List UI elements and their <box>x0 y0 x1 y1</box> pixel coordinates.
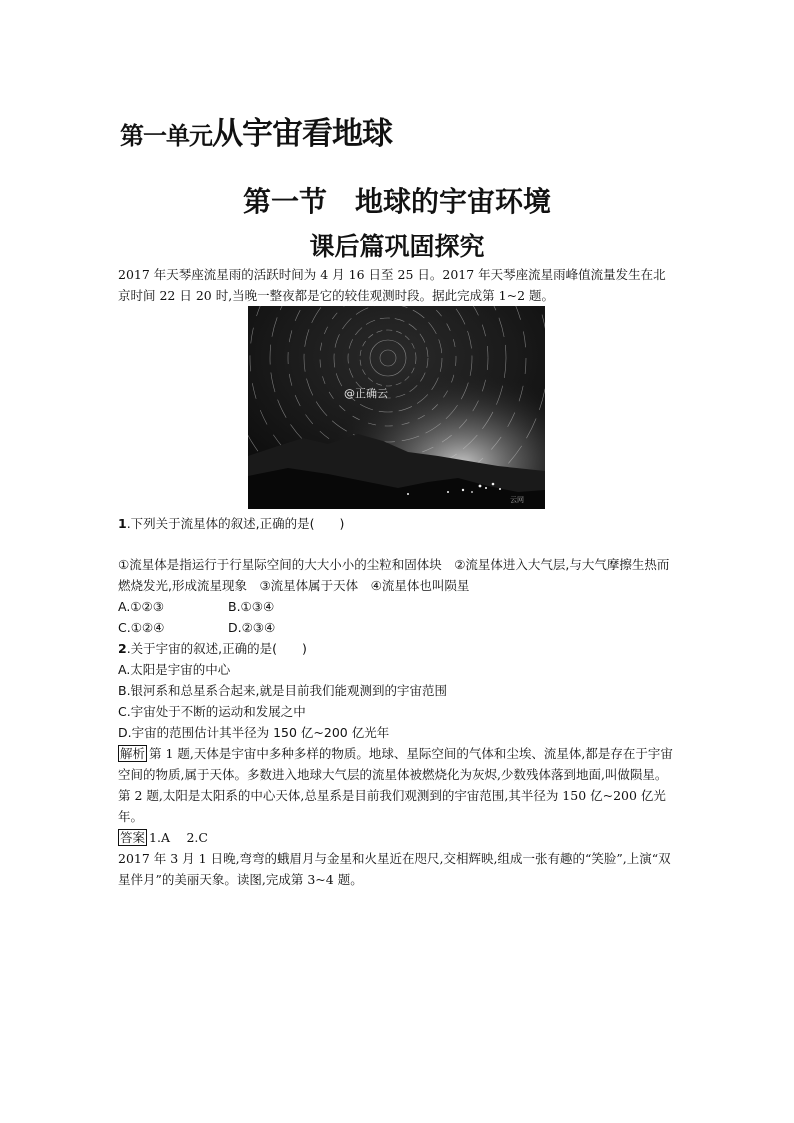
option-1d: D.②③④ <box>228 620 276 635</box>
option-1c: C.①②④ <box>118 620 165 635</box>
question-1-text: .下列关于流星体的叙述,正确的是( ) <box>126 516 345 531</box>
section-title: 第一节 地球的宇宙环境 <box>242 185 551 218</box>
option-1b: B.①③④ <box>228 599 275 614</box>
star-trail-photo <box>248 306 545 509</box>
question-2-text: .关于宇宙的叙述,正确的是( ) <box>126 641 307 656</box>
photo-watermark: @正确云 <box>344 387 388 400</box>
answer-block <box>118 827 673 848</box>
intro-paragraph-2: 2017 年 3 月 1 日晚,弯弯的蛾眉月与金星和火星近在咫尺,交相辉映,组成一张有趣的“笑脸”,上演“双星伴月”的美丽天象。读图,完成第 3~4 题。 <box>118 851 671 887</box>
question-2-number: 2 <box>118 641 127 656</box>
question-2-stem <box>118 638 673 659</box>
answer-text: 1.A 2.C <box>149 830 208 845</box>
question-1-stem <box>118 513 673 534</box>
option-2a: A.太阳是宇宙的中心 <box>118 662 231 677</box>
unit-name: 从宇宙看地球 <box>212 116 392 152</box>
option-2d: D.宇宙的范围估计其半径为 150 亿~200 亿光年 <box>118 725 390 740</box>
option-2c: C.宇宙处于不断的运动和发展之中 <box>118 704 306 719</box>
question-1-number: 1 <box>118 516 127 531</box>
question-1-options-row-1 <box>118 596 673 617</box>
analysis-text: 第 1 题,天体是宇宙中多种多样的物质。地球、星际空间的气体和尘埃、流星体,都是存在于宇宙空间的物质,属于天体。多数进入地球大气层的流星体被燃烧化为灰烬,少数残体落到地面,叫做陨星。第 2 题,太阳是太阳系的中心天体,总星系是目前我们观测到的宇宙范围,其半径为 150 亿~200 亿光年。 <box>118 746 673 824</box>
question-1-options-row-2 <box>118 617 673 638</box>
analysis-block <box>118 743 673 827</box>
photo-corner-mark: 云网 <box>510 496 524 504</box>
unit-label: 第一单元 <box>120 122 212 150</box>
analysis-label: 解析 <box>120 746 146 761</box>
intro-paragraph-1: 2017 年天琴座流星雨的活跃时间为 4 月 16 日至 25 日。2017 年天琴座流星雨峰值流量发生在北京时间 22 日 20 时,当晚一整夜都是它的较佳观测时段。据此完成第 1~2 题。 <box>118 267 666 303</box>
sub-title: 课后篇巩固探究 <box>309 232 485 261</box>
option-2b: B.银河系和总星系合起来,就是目前我们能观测到的宇宙范围 <box>118 683 448 698</box>
option-1a: A.①②③ <box>118 599 164 614</box>
question-1-statements: ①流星体是指运行于行星际空间的大大小小的尘粒和固体块 ②流星体进入大气层,与大气摩擦生热而燃烧发光,形成流星现象 ③流星体属于天体 ④流星体也叫陨星 <box>118 557 670 593</box>
unit-title <box>120 108 392 153</box>
answer-label: 答案 <box>120 830 146 845</box>
